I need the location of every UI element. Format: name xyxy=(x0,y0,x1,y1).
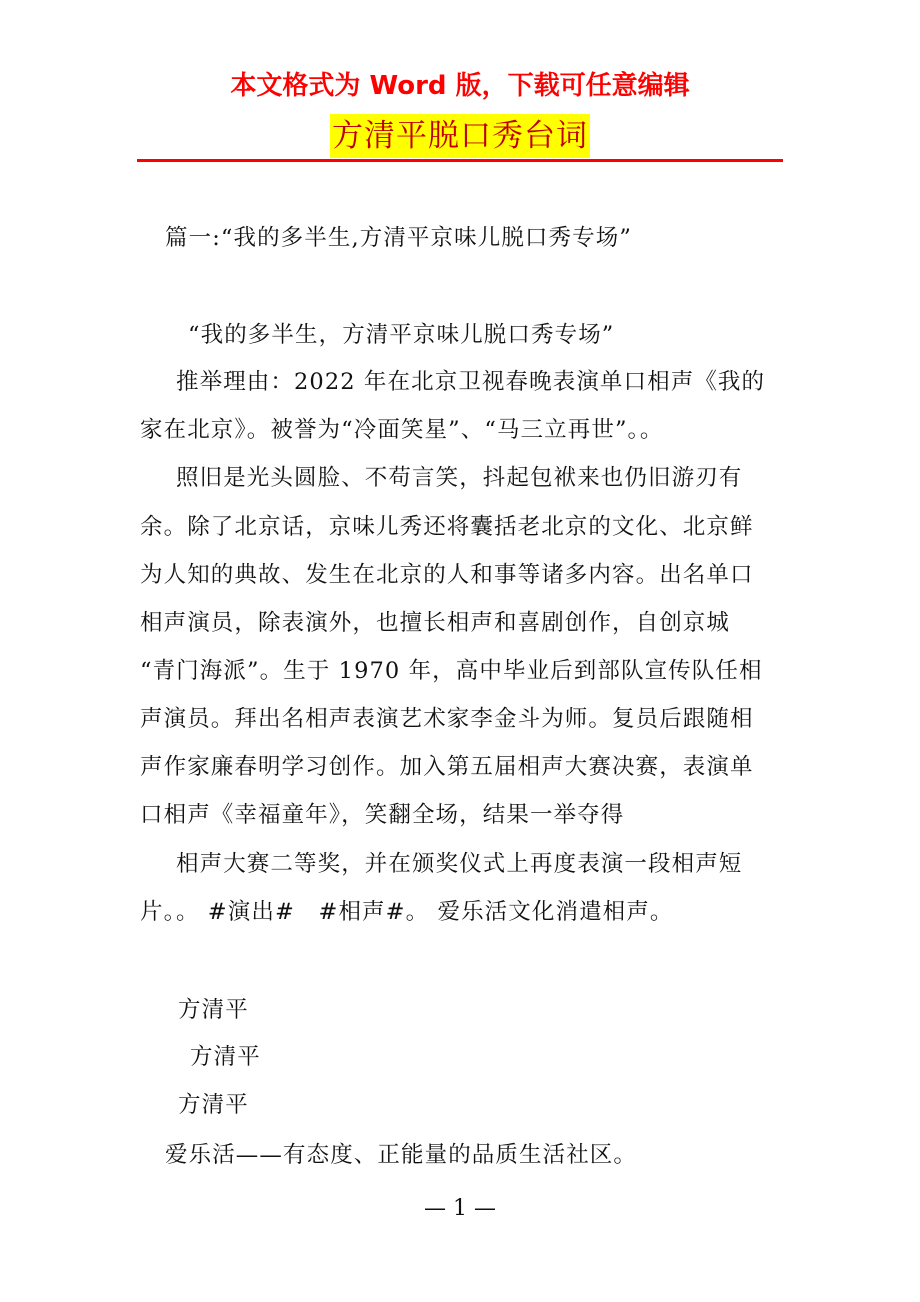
body-line: 照旧是光头圆脸、不苟言笑，抖起包袱来也仍旧游刃有 xyxy=(176,465,743,491)
word-format-banner: 本文格式为 Word 版，下载可任意编辑 xyxy=(230,71,690,101)
title-container xyxy=(0,114,920,158)
name-line: 方清平 xyxy=(178,1092,249,1118)
body-line: 为人知的典故、发生在北京的人和事等诸多内容。出名单口 xyxy=(140,562,754,588)
title-divider xyxy=(137,159,783,162)
section-heading: 篇一:“我的多半生,方清平京味儿脱口秀专场” xyxy=(165,225,632,251)
body-line: 口相声《幸福童年》，笑翻全场，结果一举夺得 xyxy=(140,802,625,828)
body-line: 片。。 #演出# #相声#。 爱乐活文化消遣相声。 xyxy=(140,899,674,925)
body-line: 家在北京》。被誉为“冷面笑星”、“马三立再世”。。 xyxy=(140,417,664,443)
body-line: 声作家廉春明学习创作。加入第五届相声大赛决赛，表演单 xyxy=(140,754,754,780)
subheading: “我的多半生，方清平京味儿脱口秀专场” xyxy=(188,322,615,348)
body-line: 相声演员，除表演外，也擅长相声和喜剧创作，自创京城 xyxy=(140,610,731,636)
name-line: 方清平 xyxy=(178,997,249,1023)
body-line: 推举理由：2022 年在北京卫视春晚表演单口相声《我的 xyxy=(176,369,766,395)
closing-line: 爱乐活——有态度、正能量的品质生活社区。 xyxy=(165,1142,638,1168)
body-line: 相声大赛二等奖，并在颁奖仪式上再度表演一段相声短 xyxy=(176,851,743,877)
page-number: — 1 — xyxy=(424,1196,496,1221)
body-line: 声演员。拜出名相声表演艺术家李金斗为师。复员后跟随相 xyxy=(140,706,754,732)
document-title: 方清平脱口秀台词 xyxy=(330,114,590,158)
body-line: “青门海派”。生于 1970 年，高中毕业后到部队宣传队任相 xyxy=(140,658,763,684)
body-line: 余。除了北京话，京味儿秀还将囊括老北京的文化、北京鲜 xyxy=(140,514,754,540)
name-line: 方清平 xyxy=(190,1044,261,1070)
